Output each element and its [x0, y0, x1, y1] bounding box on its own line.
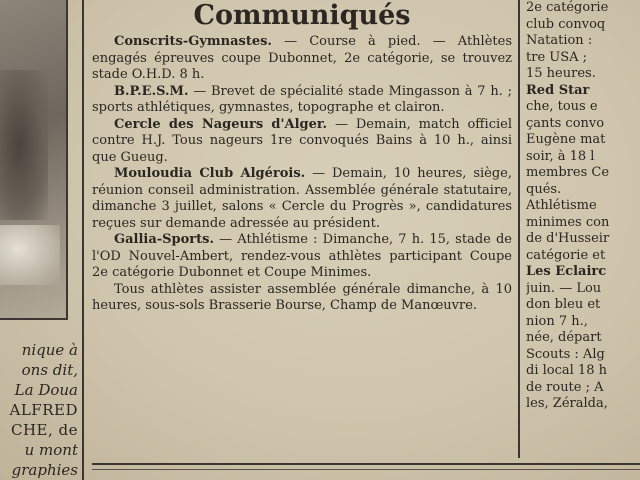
organization-name: Mouloudia Club Algérois.	[114, 166, 306, 181]
right-column-line: Eugène mat	[526, 132, 606, 147]
right-column-line: club convoq	[526, 16, 606, 32]
caption-line: u mont	[24, 441, 78, 459]
right-column-line: çants convo	[526, 115, 605, 131]
right-column-line: nion 7 h.,	[526, 313, 588, 329]
column-rule-left	[82, 0, 84, 480]
communiques-column	[92, 0, 512, 480]
communique-paragraph	[92, 84, 512, 117]
right-column-line: 2e catégorie	[526, 0, 609, 15]
organization-name: Conscrits-Gymnastes.	[114, 34, 272, 49]
right-column-line: Red Star	[526, 82, 590, 98]
right-column-line: soir, à 18 l	[526, 148, 595, 164]
organization-name: B.P.E.S.M.	[114, 83, 189, 99]
communique-paragraph	[92, 117, 512, 167]
communique-text: — Demain, 10 heures, siège, réunion conseil administration. Assemblée générale statutaire, dimanche 3 juillet, salons « Cercle du Progrès », candidatures reçues sur demande adressée au président.	[92, 166, 512, 231]
photo-caption	[0, 340, 78, 480]
column-rule-right	[518, 0, 520, 458]
right-column-line: de route ; A	[526, 379, 604, 395]
right-column-line: Natation :	[526, 33, 593, 48]
caption-line: ons dit,	[21, 361, 78, 379]
communique-paragraph	[92, 232, 512, 282]
section-heading: Communiqués	[193, 0, 411, 31]
caption-line: graphies	[11, 461, 78, 479]
right-column	[526, 0, 640, 460]
right-column-line: Scouts : Alg	[526, 346, 605, 362]
caption-line: nique à	[21, 341, 78, 359]
communique-text: — Course à pied. — Athlètes engagés épreuves coupe Dubonnet, 2e catégorie, se trouvez stade O.H.D. 8 h.	[92, 34, 512, 82]
caption-line: La Doua	[14, 381, 78, 399]
right-column-line: Athlétisme	[526, 198, 597, 213]
communique-text: Tous athlètes assister assemblée générale dimanche, à 10 heures, sous-sols Brasserie Bourse, Champ de Manœuvre.	[92, 281, 512, 313]
right-column-line: de d'Husseir	[526, 231, 610, 246]
right-column-line: née, départ	[526, 330, 602, 345]
right-column-line: Les Eclairc	[526, 264, 607, 279]
caption-line: CHE, de	[10, 421, 78, 439]
portrait-photo	[0, 0, 68, 320]
right-column-line: qués.	[526, 181, 562, 197]
communique-paragraph	[92, 282, 512, 315]
right-column-line: catégorie et	[526, 247, 606, 263]
organization-name: Gallia-Sports.	[114, 232, 215, 247]
right-column-line: tre USA ;	[526, 49, 588, 65]
right-column-line: les, Zéralda,	[526, 396, 608, 411]
right-column-line: che, tous e	[526, 99, 598, 114]
right-column-line: minimes con	[526, 214, 610, 230]
communique-paragraph	[92, 34, 512, 84]
right-column-line: di local 18 h	[526, 363, 607, 378]
communique-paragraph	[92, 166, 512, 232]
caption-line: ALFRED	[9, 401, 78, 419]
right-column-line: membres Ce	[526, 165, 610, 180]
communique-text: — Demain, match officiel contre H.J. Tous nageurs 1re convoqués Bains à 10 h., ainsi que Gueug.	[92, 116, 512, 165]
organization-name: Cercle des Nageurs d'Alger.	[114, 116, 328, 132]
right-column-line: don bleu et	[526, 297, 601, 312]
communique-text: — Athlétisme : Dimanche, 7 h. 15, stade de l'OD Nouvel-Ambert, rendez-vous athlètes participant Coupe 2e catégorie Dubonnet et Coupe Minimes.	[92, 232, 512, 280]
right-column-line: juin. — Lou	[526, 280, 602, 296]
left-column	[0, 0, 84, 480]
communiques-body	[92, 34, 512, 315]
bottom-rule	[92, 463, 640, 465]
right-column-line: 15 heures.	[526, 66, 596, 81]
bottom-rule-thin	[92, 469, 640, 470]
communique-text: — Brevet de spécialité stade Mingasson à 7 h. ; sports athlétiques, gymnastes, topographe et clairon.	[92, 83, 512, 115]
